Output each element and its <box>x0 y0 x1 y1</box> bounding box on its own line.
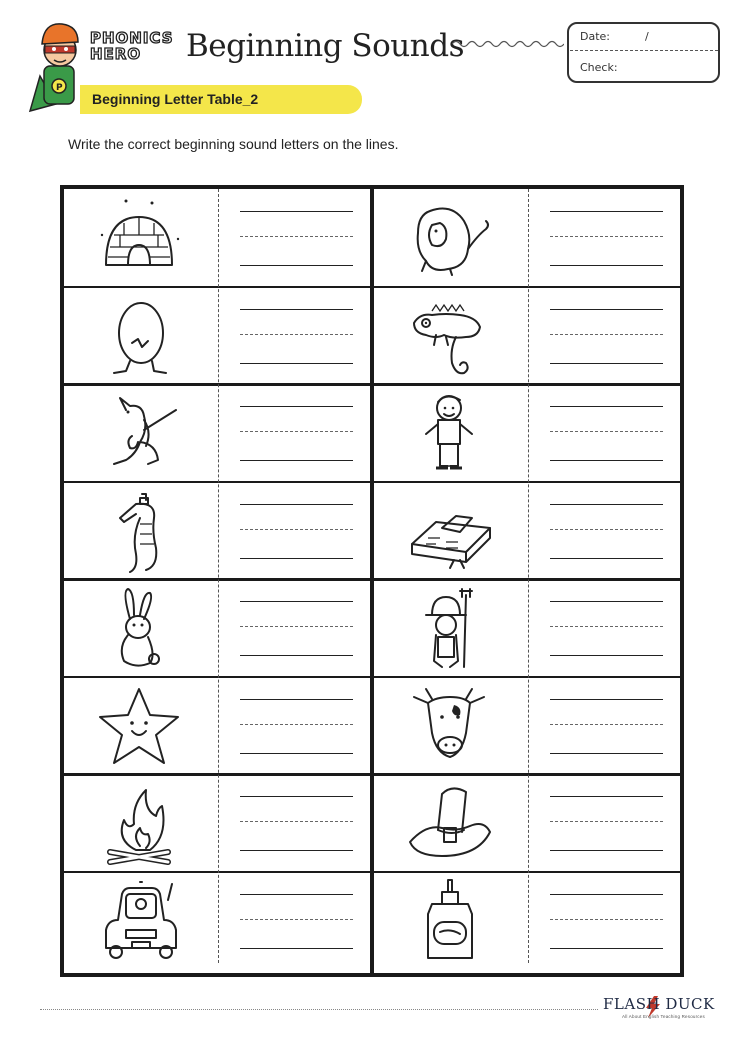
writing-line[interactable] <box>240 406 353 407</box>
footer-brand: FLASH DUCK <box>603 995 715 1013</box>
writing-line[interactable] <box>550 309 663 310</box>
writing-line[interactable] <box>550 504 663 505</box>
lion-icon <box>406 195 492 281</box>
table-cell <box>64 872 374 969</box>
writing-line[interactable] <box>240 948 353 949</box>
star-icon <box>96 683 182 769</box>
footer-tagline: All About English Teaching Resources <box>622 1014 705 1019</box>
writing-line[interactable] <box>240 309 353 310</box>
writing-line-midline[interactable] <box>550 334 663 335</box>
writing-line[interactable] <box>550 601 663 602</box>
table-cell <box>64 774 374 871</box>
page-title: Beginning Sounds <box>186 28 464 64</box>
writing-line-midline[interactable] <box>240 919 353 920</box>
table-cell <box>64 677 374 774</box>
table-cell <box>64 482 374 579</box>
table-cell <box>374 482 684 579</box>
writing-line-midline[interactable] <box>240 529 353 530</box>
table-cell <box>64 384 374 481</box>
table-cell <box>64 579 374 676</box>
writing-line[interactable] <box>550 460 663 461</box>
writing-line[interactable] <box>240 460 353 461</box>
writing-line[interactable] <box>240 601 353 602</box>
table-cell <box>374 384 684 481</box>
writing-line[interactable] <box>240 753 353 754</box>
table-cell <box>374 872 684 969</box>
writing-line-midline[interactable] <box>550 821 663 822</box>
writing-line[interactable] <box>550 558 663 559</box>
writing-line[interactable] <box>550 948 663 949</box>
writing-line[interactable] <box>550 265 663 266</box>
picture-letter-divider <box>528 189 529 963</box>
brand-line-1: PHONICS <box>90 29 174 47</box>
brand-line-2: HERO <box>90 45 142 63</box>
writing-line-midline[interactable] <box>550 919 663 920</box>
writing-line[interactable] <box>550 211 663 212</box>
cow-icon <box>406 683 492 769</box>
writing-line[interactable] <box>240 211 353 212</box>
date-slash: / <box>645 30 649 43</box>
writing-line[interactable] <box>240 655 353 656</box>
writing-line[interactable] <box>240 699 353 700</box>
writing-line[interactable] <box>550 655 663 656</box>
writing-line[interactable] <box>550 796 663 797</box>
writing-line[interactable] <box>240 504 353 505</box>
writing-line[interactable] <box>550 699 663 700</box>
farmer-icon <box>406 585 492 671</box>
boy-icon <box>406 390 492 476</box>
writing-line[interactable] <box>550 406 663 407</box>
writing-line[interactable] <box>240 363 353 364</box>
writing-line-midline[interactable] <box>240 626 353 627</box>
alligator-icon <box>96 488 182 574</box>
egg-icon <box>96 293 182 379</box>
writing-line[interactable] <box>550 753 663 754</box>
writing-line[interactable] <box>240 850 353 851</box>
fire-icon <box>96 780 182 866</box>
chameleon-icon <box>406 293 492 379</box>
writing-line-midline[interactable] <box>550 626 663 627</box>
date-label: Date: <box>580 30 610 43</box>
writing-line-midline[interactable] <box>240 334 353 335</box>
cash-register-icon <box>406 488 492 574</box>
table-cell <box>374 579 684 676</box>
writing-line-midline[interactable] <box>550 431 663 432</box>
writing-line-midline[interactable] <box>550 236 663 237</box>
table-cell <box>64 287 374 384</box>
igloo-icon <box>96 195 182 281</box>
glue-icon <box>406 878 492 964</box>
writing-line[interactable] <box>550 850 663 851</box>
writing-line[interactable] <box>550 363 663 364</box>
writing-line-midline[interactable] <box>240 724 353 725</box>
writing-line-midline[interactable] <box>240 431 353 432</box>
writing-line-midline[interactable] <box>240 821 353 822</box>
writing-line[interactable] <box>240 265 353 266</box>
writing-line[interactable] <box>550 894 663 895</box>
hat-icon <box>406 780 492 866</box>
worksheet-subtitle: Beginning Letter Table_2 <box>92 91 259 107</box>
writing-line[interactable] <box>240 894 353 895</box>
table-cell <box>374 189 684 286</box>
writing-line[interactable] <box>240 796 353 797</box>
svg-text:P: P <box>56 83 63 93</box>
table-cell <box>374 677 684 774</box>
footer-dotted-line <box>40 1009 598 1010</box>
instructions-text: Write the correct beginning sound letters on the lines. <box>68 136 399 152</box>
kangaroo-icon <box>96 390 182 476</box>
rabbit-icon <box>96 585 182 671</box>
table-cell <box>374 774 684 871</box>
picture-letter-divider <box>218 189 219 963</box>
check-label: Check: <box>580 61 618 74</box>
writing-line-midline[interactable] <box>240 236 353 237</box>
writing-line-midline[interactable] <box>550 724 663 725</box>
writing-line-midline[interactable] <box>550 529 663 530</box>
writing-line[interactable] <box>240 558 353 559</box>
table-cell <box>374 287 684 384</box>
taxi-icon <box>96 878 182 964</box>
table-cell <box>64 189 374 286</box>
